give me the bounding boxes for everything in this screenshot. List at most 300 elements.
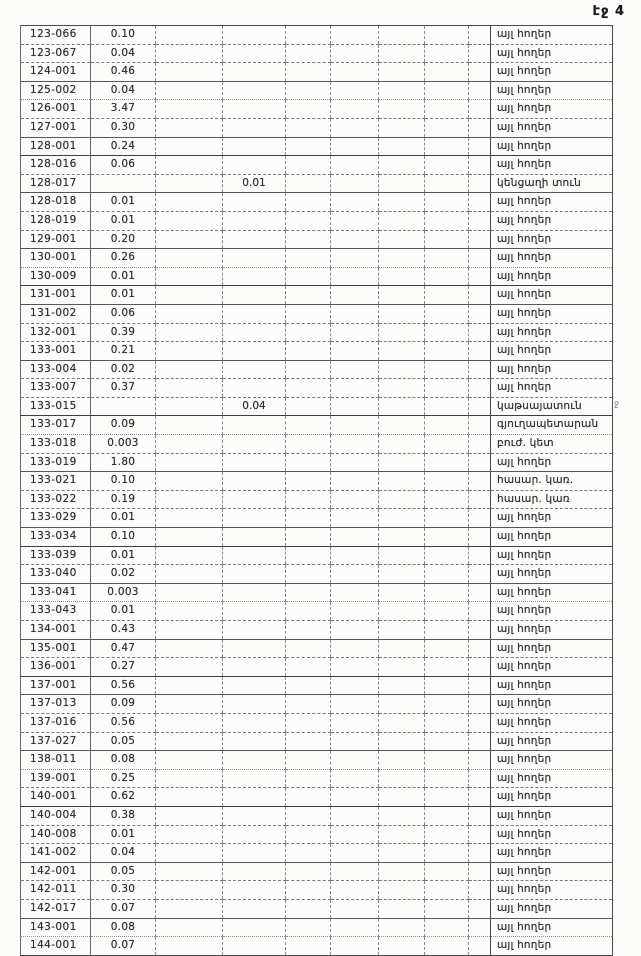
empty-cell xyxy=(469,509,491,528)
empty-cell xyxy=(286,676,331,695)
empty-cell xyxy=(331,676,379,695)
land-type-cell: այլ հողեր xyxy=(491,249,613,268)
empty-cell xyxy=(331,899,379,918)
table-row xyxy=(21,211,613,230)
empty-cell xyxy=(469,81,491,100)
land-type-cell: այլ հողեր xyxy=(491,639,613,658)
mid-area-value-cell xyxy=(223,602,286,621)
parcel-code-cell: 132-001 xyxy=(21,323,91,342)
area-value-cell: 0.09 xyxy=(91,695,156,714)
empty-cell xyxy=(286,323,331,342)
empty-cell xyxy=(379,81,425,100)
parcel-code-cell: 138-011 xyxy=(21,751,91,770)
table-row xyxy=(21,26,613,45)
parcel-code-cell: 129-001 xyxy=(21,230,91,249)
mid-area-value-cell xyxy=(223,639,286,658)
parcel-code-cell: 133-004 xyxy=(21,360,91,379)
area-value-cell: 0.10 xyxy=(91,528,156,547)
empty-cell xyxy=(331,509,379,528)
empty-cell xyxy=(425,342,469,361)
empty-cell xyxy=(156,602,223,621)
empty-cell xyxy=(331,230,379,249)
empty-cell xyxy=(469,490,491,509)
empty-cell xyxy=(425,193,469,212)
table-row xyxy=(21,676,613,695)
empty-cell xyxy=(286,397,331,416)
mid-area-value-cell xyxy=(223,249,286,268)
area-value-cell: 1.80 xyxy=(91,453,156,472)
land-type-cell: այլ հողեր xyxy=(491,323,613,342)
empty-cell xyxy=(379,769,425,788)
empty-cell xyxy=(156,118,223,137)
table-row xyxy=(21,602,613,621)
empty-cell xyxy=(156,416,223,435)
table-row xyxy=(21,63,613,82)
empty-cell xyxy=(156,379,223,398)
empty-cell xyxy=(156,565,223,584)
parcel-code-cell: 133-019 xyxy=(21,453,91,472)
empty-cell xyxy=(331,769,379,788)
area-value-cell: 0.04 xyxy=(91,81,156,100)
table-row xyxy=(21,751,613,770)
empty-cell xyxy=(286,658,331,677)
empty-cell xyxy=(425,732,469,751)
empty-cell xyxy=(425,658,469,677)
empty-cell xyxy=(469,137,491,156)
empty-cell xyxy=(156,211,223,230)
empty-cell xyxy=(379,26,425,45)
empty-cell xyxy=(379,360,425,379)
empty-cell xyxy=(286,881,331,900)
empty-cell xyxy=(469,323,491,342)
empty-cell xyxy=(425,565,469,584)
empty-cell xyxy=(286,193,331,212)
empty-cell xyxy=(331,379,379,398)
empty-cell xyxy=(331,862,379,881)
empty-cell xyxy=(469,658,491,677)
mid-area-value-cell xyxy=(223,546,286,565)
parcel-table xyxy=(20,25,613,956)
land-type-cell: այլ հողեր xyxy=(491,193,613,212)
parcel-code-cell: 136-001 xyxy=(21,658,91,677)
empty-cell xyxy=(286,230,331,249)
parcel-code-cell: 133-039 xyxy=(21,546,91,565)
empty-cell xyxy=(469,26,491,45)
empty-cell xyxy=(425,918,469,937)
parcel-code-cell: 133-018 xyxy=(21,435,91,454)
empty-cell xyxy=(469,844,491,863)
empty-cell xyxy=(469,397,491,416)
empty-cell xyxy=(156,81,223,100)
empty-cell xyxy=(286,583,331,602)
empty-cell xyxy=(331,63,379,82)
mid-area-value-cell: 0.04 xyxy=(223,397,286,416)
empty-cell xyxy=(379,249,425,268)
parcel-code-cell: 130-009 xyxy=(21,267,91,286)
empty-cell xyxy=(156,695,223,714)
empty-cell xyxy=(156,621,223,640)
area-value-cell: 0.09 xyxy=(91,416,156,435)
table-row xyxy=(21,583,613,602)
empty-cell xyxy=(331,304,379,323)
table-row xyxy=(21,825,613,844)
empty-cell xyxy=(425,397,469,416)
land-type-cell: այլ հողեր xyxy=(491,100,613,119)
parcel-code-cell: 127-001 xyxy=(21,118,91,137)
empty-cell xyxy=(286,304,331,323)
empty-cell xyxy=(469,751,491,770)
area-value-cell: 0.21 xyxy=(91,342,156,361)
parcel-code-cell: 142-001 xyxy=(21,862,91,881)
mid-area-value-cell xyxy=(223,918,286,937)
empty-cell xyxy=(379,416,425,435)
land-type-cell: այլ հողեր xyxy=(491,63,613,82)
empty-cell xyxy=(469,211,491,230)
empty-cell xyxy=(379,621,425,640)
mid-area-value-cell xyxy=(223,435,286,454)
empty-cell xyxy=(156,528,223,547)
land-type-cell: այլ հողեր xyxy=(491,211,613,230)
empty-cell xyxy=(469,304,491,323)
empty-cell xyxy=(286,788,331,807)
empty-cell xyxy=(331,193,379,212)
land-type-cell: այլ հողեր xyxy=(491,676,613,695)
empty-cell xyxy=(469,881,491,900)
land-type-cell: հասար. կառ xyxy=(491,490,613,509)
empty-cell xyxy=(425,26,469,45)
empty-cell xyxy=(379,583,425,602)
parcel-table-body xyxy=(21,26,613,956)
empty-cell xyxy=(425,751,469,770)
empty-cell xyxy=(156,156,223,175)
empty-cell xyxy=(286,769,331,788)
empty-cell xyxy=(156,844,223,863)
empty-cell xyxy=(156,63,223,82)
parcel-code-cell: 124-001 xyxy=(21,63,91,82)
empty-cell xyxy=(286,267,331,286)
parcel-code-cell: 140-004 xyxy=(21,806,91,825)
parcel-code-cell: 133-043 xyxy=(21,602,91,621)
empty-cell xyxy=(331,342,379,361)
empty-cell xyxy=(331,137,379,156)
table-row xyxy=(21,844,613,863)
table-row xyxy=(21,379,613,398)
mid-area-value-cell xyxy=(223,230,286,249)
table-row xyxy=(21,565,613,584)
empty-cell xyxy=(425,509,469,528)
empty-cell xyxy=(331,583,379,602)
parcel-code-cell: 142-011 xyxy=(21,881,91,900)
table-row xyxy=(21,806,613,825)
empty-cell xyxy=(331,44,379,63)
empty-cell xyxy=(425,44,469,63)
empty-cell xyxy=(379,899,425,918)
empty-cell xyxy=(379,100,425,119)
empty-cell xyxy=(469,249,491,268)
parcel-code-cell: 133-001 xyxy=(21,342,91,361)
empty-cell xyxy=(286,565,331,584)
table-row xyxy=(21,230,613,249)
empty-cell xyxy=(379,881,425,900)
area-value-cell: 0.05 xyxy=(91,732,156,751)
empty-cell xyxy=(379,118,425,137)
parcel-code-cell: 133-034 xyxy=(21,528,91,547)
empty-cell xyxy=(331,621,379,640)
land-type-cell: հասար. կառ. xyxy=(491,472,613,491)
parcel-code-cell: 135-001 xyxy=(21,639,91,658)
empty-cell xyxy=(286,899,331,918)
empty-cell xyxy=(286,26,331,45)
empty-cell xyxy=(286,639,331,658)
area-value-cell: 0.25 xyxy=(91,769,156,788)
empty-cell xyxy=(286,360,331,379)
parcel-code-cell: 133-021 xyxy=(21,472,91,491)
empty-cell xyxy=(331,918,379,937)
table-row xyxy=(21,937,613,956)
land-type-cell: այլ հողեր xyxy=(491,937,613,956)
area-value-cell: 0.01 xyxy=(91,267,156,286)
empty-cell xyxy=(425,490,469,509)
empty-cell xyxy=(379,44,425,63)
empty-cell xyxy=(379,546,425,565)
table-row xyxy=(21,249,613,268)
empty-cell xyxy=(379,323,425,342)
area-value-cell: 0.07 xyxy=(91,899,156,918)
land-type-cell: այլ հողեր xyxy=(491,844,613,863)
empty-cell xyxy=(379,918,425,937)
empty-cell xyxy=(425,453,469,472)
empty-cell xyxy=(469,472,491,491)
mid-area-value-cell xyxy=(223,342,286,361)
parcel-code-cell: 137-016 xyxy=(21,713,91,732)
empty-cell xyxy=(331,323,379,342)
empty-cell xyxy=(331,174,379,193)
page-number-label: էջ 4 xyxy=(592,4,625,19)
area-value-cell: 0.56 xyxy=(91,676,156,695)
mid-area-value-cell xyxy=(223,621,286,640)
empty-cell xyxy=(156,472,223,491)
table-row xyxy=(21,732,613,751)
parcel-code-cell: 137-013 xyxy=(21,695,91,714)
empty-cell xyxy=(469,379,491,398)
empty-cell xyxy=(286,937,331,956)
empty-cell xyxy=(469,546,491,565)
empty-cell xyxy=(425,583,469,602)
land-type-cell: այլ հողեր xyxy=(491,546,613,565)
mid-area-value-cell xyxy=(223,453,286,472)
empty-cell xyxy=(286,416,331,435)
empty-cell xyxy=(379,751,425,770)
land-type-cell: այլ հողեր xyxy=(491,583,613,602)
parcel-code-cell: 131-002 xyxy=(21,304,91,323)
empty-cell xyxy=(331,881,379,900)
area-value-cell: 0.38 xyxy=(91,806,156,825)
empty-cell xyxy=(379,342,425,361)
parcel-code-cell: 128-018 xyxy=(21,193,91,212)
parcel-code-cell: 144-001 xyxy=(21,937,91,956)
empty-cell xyxy=(425,137,469,156)
empty-cell xyxy=(425,602,469,621)
empty-cell xyxy=(379,713,425,732)
empty-cell xyxy=(379,732,425,751)
table-row xyxy=(21,286,613,305)
mid-area-value-cell xyxy=(223,323,286,342)
empty-cell xyxy=(425,211,469,230)
mid-area-value-cell xyxy=(223,806,286,825)
empty-cell xyxy=(425,304,469,323)
table-row xyxy=(21,156,613,175)
empty-cell xyxy=(286,528,331,547)
mid-area-value-cell xyxy=(223,137,286,156)
mid-area-value-cell xyxy=(223,695,286,714)
table-row xyxy=(21,509,613,528)
empty-cell xyxy=(469,621,491,640)
area-value-cell: 0.003 xyxy=(91,583,156,602)
mid-area-value-cell xyxy=(223,100,286,119)
empty-cell xyxy=(469,602,491,621)
mid-area-value-cell xyxy=(223,825,286,844)
empty-cell xyxy=(286,695,331,714)
area-value-cell: 0.01 xyxy=(91,193,156,212)
parcel-code-cell: 133-022 xyxy=(21,490,91,509)
empty-cell xyxy=(156,825,223,844)
empty-cell xyxy=(469,565,491,584)
parcel-code-cell: 123-067 xyxy=(21,44,91,63)
land-type-cell: այլ հողեր xyxy=(491,156,613,175)
empty-cell xyxy=(379,695,425,714)
empty-cell xyxy=(425,379,469,398)
empty-cell xyxy=(425,416,469,435)
empty-cell xyxy=(156,769,223,788)
area-value-cell: 0.37 xyxy=(91,379,156,398)
empty-cell xyxy=(331,528,379,547)
table-row xyxy=(21,639,613,658)
empty-cell xyxy=(156,26,223,45)
empty-cell xyxy=(156,267,223,286)
empty-cell xyxy=(286,844,331,863)
parcel-code-cell: 143-001 xyxy=(21,918,91,937)
land-type-cell: այլ հողեր xyxy=(491,713,613,732)
land-type-cell: այլ հողեր xyxy=(491,751,613,770)
parcel-code-cell: 128-017 xyxy=(21,174,91,193)
empty-cell xyxy=(425,788,469,807)
empty-cell xyxy=(425,713,469,732)
empty-cell xyxy=(331,806,379,825)
mid-area-value-cell xyxy=(223,360,286,379)
empty-cell xyxy=(469,639,491,658)
land-type-cell: այլ հողեր xyxy=(491,230,613,249)
land-type-cell: այլ հողեր xyxy=(491,26,613,45)
table-row xyxy=(21,416,613,435)
table-row xyxy=(21,397,613,416)
land-type-cell: այլ հողեր xyxy=(491,862,613,881)
mid-area-value-cell xyxy=(223,899,286,918)
parcel-code-cell: 131-001 xyxy=(21,286,91,305)
area-value-cell: 0.07 xyxy=(91,937,156,956)
table-row xyxy=(21,174,613,193)
empty-cell xyxy=(331,435,379,454)
parcel-code-cell: 139-001 xyxy=(21,769,91,788)
empty-cell xyxy=(156,788,223,807)
empty-cell xyxy=(331,249,379,268)
land-type-cell: այլ հողեր xyxy=(491,788,613,807)
area-value-cell: 0.01 xyxy=(91,509,156,528)
empty-cell xyxy=(286,100,331,119)
empty-cell xyxy=(379,397,425,416)
empty-cell xyxy=(379,806,425,825)
area-value-cell: 0.30 xyxy=(91,118,156,137)
land-type-cell: այլ հողեր xyxy=(491,137,613,156)
table-row xyxy=(21,490,613,509)
empty-cell xyxy=(156,230,223,249)
table-row xyxy=(21,360,613,379)
area-value-cell: 0.27 xyxy=(91,658,156,677)
empty-cell xyxy=(331,844,379,863)
table-row xyxy=(21,769,613,788)
empty-cell xyxy=(379,676,425,695)
mid-area-value-cell xyxy=(223,732,286,751)
table-row xyxy=(21,137,613,156)
empty-cell xyxy=(425,844,469,863)
mid-area-value-cell xyxy=(223,118,286,137)
area-value-cell: 0.56 xyxy=(91,713,156,732)
empty-cell xyxy=(331,100,379,119)
empty-cell xyxy=(286,249,331,268)
empty-cell xyxy=(425,118,469,137)
mid-area-value-cell xyxy=(223,26,286,45)
empty-cell xyxy=(156,918,223,937)
empty-cell xyxy=(379,286,425,305)
empty-cell xyxy=(156,658,223,677)
mid-area-value-cell xyxy=(223,937,286,956)
empty-cell xyxy=(469,267,491,286)
mid-area-value-cell xyxy=(223,193,286,212)
area-value-cell: 0.05 xyxy=(91,862,156,881)
mid-area-value-cell: 0.01 xyxy=(223,174,286,193)
empty-cell xyxy=(425,528,469,547)
empty-cell xyxy=(156,583,223,602)
empty-cell xyxy=(286,602,331,621)
area-value-cell: 0.01 xyxy=(91,602,156,621)
land-type-cell: այլ հողեր xyxy=(491,118,613,137)
table-row xyxy=(21,918,613,937)
empty-cell xyxy=(331,639,379,658)
empty-cell xyxy=(425,435,469,454)
land-type-cell: այլ հողեր xyxy=(491,565,613,584)
empty-cell xyxy=(286,81,331,100)
empty-cell xyxy=(286,621,331,640)
empty-cell xyxy=(286,713,331,732)
empty-cell xyxy=(331,453,379,472)
table-row xyxy=(21,193,613,212)
parcel-code-cell: 142-017 xyxy=(21,899,91,918)
parcel-code-cell: 140-001 xyxy=(21,788,91,807)
table-row xyxy=(21,713,613,732)
empty-cell xyxy=(469,286,491,305)
empty-cell xyxy=(286,435,331,454)
empty-cell xyxy=(425,862,469,881)
area-value-cell: 0.43 xyxy=(91,621,156,640)
mid-area-value-cell xyxy=(223,509,286,528)
area-value-cell: 0.01 xyxy=(91,211,156,230)
empty-cell xyxy=(156,546,223,565)
empty-cell xyxy=(469,156,491,175)
empty-cell xyxy=(425,806,469,825)
table-row xyxy=(21,304,613,323)
empty-cell xyxy=(469,193,491,212)
parcel-code-cell: 141-002 xyxy=(21,844,91,863)
empty-cell xyxy=(379,453,425,472)
